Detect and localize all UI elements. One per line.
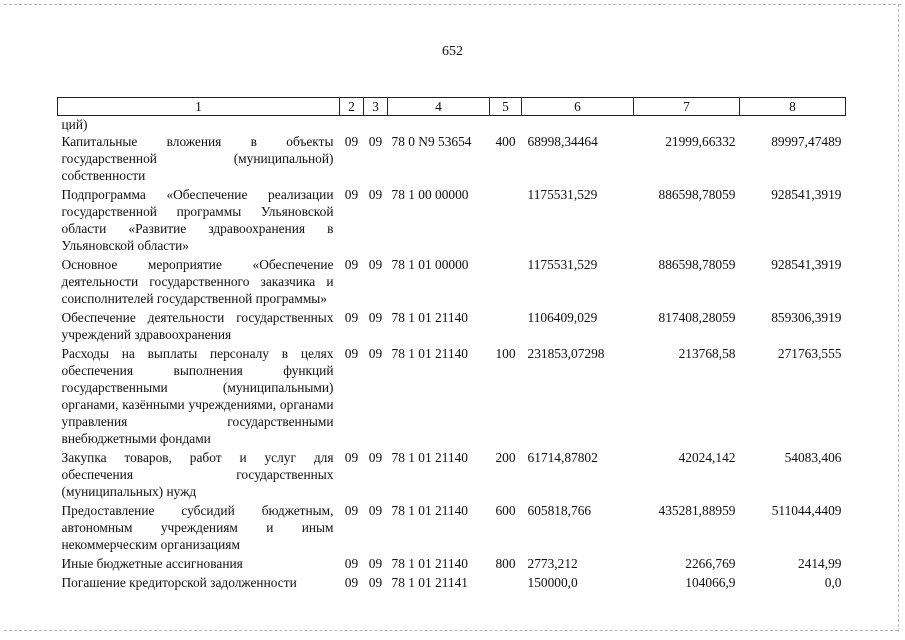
row-amount-7: 2266,769 [685, 556, 736, 571]
column-header-1: 1 [58, 98, 340, 116]
row-name: Капитальные вложения в объекты государственной (муниципальной) собственности [61, 134, 334, 183]
row-amount-8: 89997,47489 [771, 134, 842, 149]
row-amount-8: 859306,3919 [771, 310, 842, 325]
row-target-code: 78 1 01 21140 [391, 346, 468, 361]
row-expense-type: 100 [495, 346, 516, 361]
row-target-code: 78 1 01 21140 [391, 310, 468, 325]
row-target-code: 78 1 01 21140 [391, 503, 468, 518]
row-expense-type [490, 309, 522, 345]
table-row [58, 133, 846, 186]
row-amount-6: 1106409,029 [527, 310, 598, 325]
budget-table [57, 97, 846, 593]
row-expense-type: 800 [495, 556, 516, 571]
table-header [58, 98, 846, 116]
row-amount-7: 435281,88959 [658, 503, 736, 518]
row-expense-type [490, 574, 522, 593]
column-header-4: 4 [388, 98, 490, 116]
row-target-code: 78 1 01 00000 [391, 257, 469, 272]
row-section: 09 [344, 257, 359, 272]
column-header-2: 2 [340, 98, 364, 116]
column-header-8: 8 [740, 98, 846, 116]
table-row [58, 574, 846, 593]
row-amount-8: 0,0 [824, 575, 842, 590]
row-amount-6: 68998,34464 [527, 134, 598, 149]
row-section: 09 [344, 556, 359, 571]
row-section: 09 [344, 187, 359, 202]
row-name: Закупка товаров, работ и услуг для обеспечения государственных (муниципальных) нужд [61, 450, 334, 499]
table-row [58, 345, 846, 449]
row-expense-type: 200 [495, 450, 516, 465]
row-amount-8: 54083,406 [784, 450, 842, 465]
row-amount-7: 42024,142 [678, 450, 736, 465]
table-row [58, 555, 846, 574]
row-section: 09 [344, 575, 359, 590]
row-amount-6: 1175531,529 [527, 257, 598, 272]
row-amount-6: 231853,07298 [527, 346, 605, 361]
row-name: Подпрограмма «Обеспечение реализации государственной программы Ульяновской области «Развитие здравоохранения в Ульяновской области» [61, 187, 334, 253]
row-amount-6: 150000,0 [527, 575, 578, 590]
row-amount-8: 928541,3919 [771, 187, 842, 202]
row-name: Погашение кредиторской задолженности [61, 575, 297, 590]
row-subsection: 09 [368, 257, 383, 272]
page-number: 652 [442, 44, 463, 59]
row-subsection: 09 [368, 187, 383, 202]
row-amount-7: 21999,66332 [665, 134, 736, 149]
continuation-text: ций) [61, 117, 88, 132]
row-target-code: 78 0 N9 53654 [391, 134, 472, 149]
column-header-3: 3 [364, 98, 388, 116]
row-target-code: 78 1 01 21140 [391, 450, 468, 465]
table-row [58, 256, 846, 309]
column-header-6: 6 [522, 98, 634, 116]
table-row [58, 502, 846, 555]
row-subsection: 09 [368, 450, 383, 465]
table-row [58, 186, 846, 256]
row-expense-type: 400 [495, 134, 516, 149]
row-subsection: 09 [368, 503, 383, 518]
row-amount-8: 511044,4409 [771, 503, 842, 518]
row-subsection: 09 [368, 556, 383, 571]
row-amount-8: 928541,3919 [771, 257, 842, 272]
row-amount-8: 271763,555 [777, 346, 842, 361]
row-amount-7: 886598,78059 [658, 257, 736, 272]
row-subsection: 09 [368, 346, 383, 361]
column-header-7: 7 [634, 98, 740, 116]
row-subsection: 09 [368, 310, 383, 325]
table-row [58, 309, 846, 345]
row-target-code: 78 1 00 00000 [391, 187, 469, 202]
page-edge-right [898, 4, 899, 632]
row-expense-type [490, 186, 522, 256]
row-expense-type: 600 [495, 503, 516, 518]
page-edge-top [4, 4, 901, 5]
row-section: 09 [344, 134, 359, 149]
row-name: Расходы на выплаты персоналу в целях обеспечения выполнения функций государственными (муниципальными) органами, казёнными учреждениями, органами управления государственными внебюджетными фондами [61, 346, 334, 446]
table-row-continuation [58, 116, 846, 134]
row-section: 09 [344, 503, 359, 518]
row-name: Предоставление субсидий бюджетным, автономным учреждениям и иным некоммерческим организациям [61, 503, 334, 552]
column-header-5: 5 [490, 98, 522, 116]
row-section: 09 [344, 346, 359, 361]
row-amount-8: 2414,99 [797, 556, 842, 571]
row-amount-7: 886598,78059 [658, 187, 736, 202]
table-row [58, 449, 846, 502]
row-name: Основное мероприятие «Обеспечение деятельности государственного заказчика и соисполнителей государственной программы» [61, 257, 334, 306]
row-subsection: 09 [368, 575, 383, 590]
row-target-code: 78 1 01 21140 [391, 556, 468, 571]
row-amount-6: 2773,212 [527, 556, 578, 571]
row-amount-7: 104066,9 [685, 575, 736, 590]
row-section: 09 [344, 450, 359, 465]
row-amount-6: 605818,766 [527, 503, 592, 518]
row-name: Обеспечение деятельности государственных учреждений здравоохранения [61, 310, 334, 342]
row-amount-6: 1175531,529 [527, 187, 598, 202]
page-edge-bottom [4, 630, 898, 631]
row-name: Иные бюджетные ассигнования [61, 556, 243, 571]
row-amount-7: 213768,58 [678, 346, 736, 361]
row-expense-type [490, 256, 522, 309]
row-subsection: 09 [368, 134, 383, 149]
row-amount-6: 61714,87802 [527, 450, 598, 465]
row-section: 09 [344, 310, 359, 325]
row-target-code: 78 1 01 21141 [391, 575, 468, 590]
row-amount-7: 817408,28059 [658, 310, 736, 325]
